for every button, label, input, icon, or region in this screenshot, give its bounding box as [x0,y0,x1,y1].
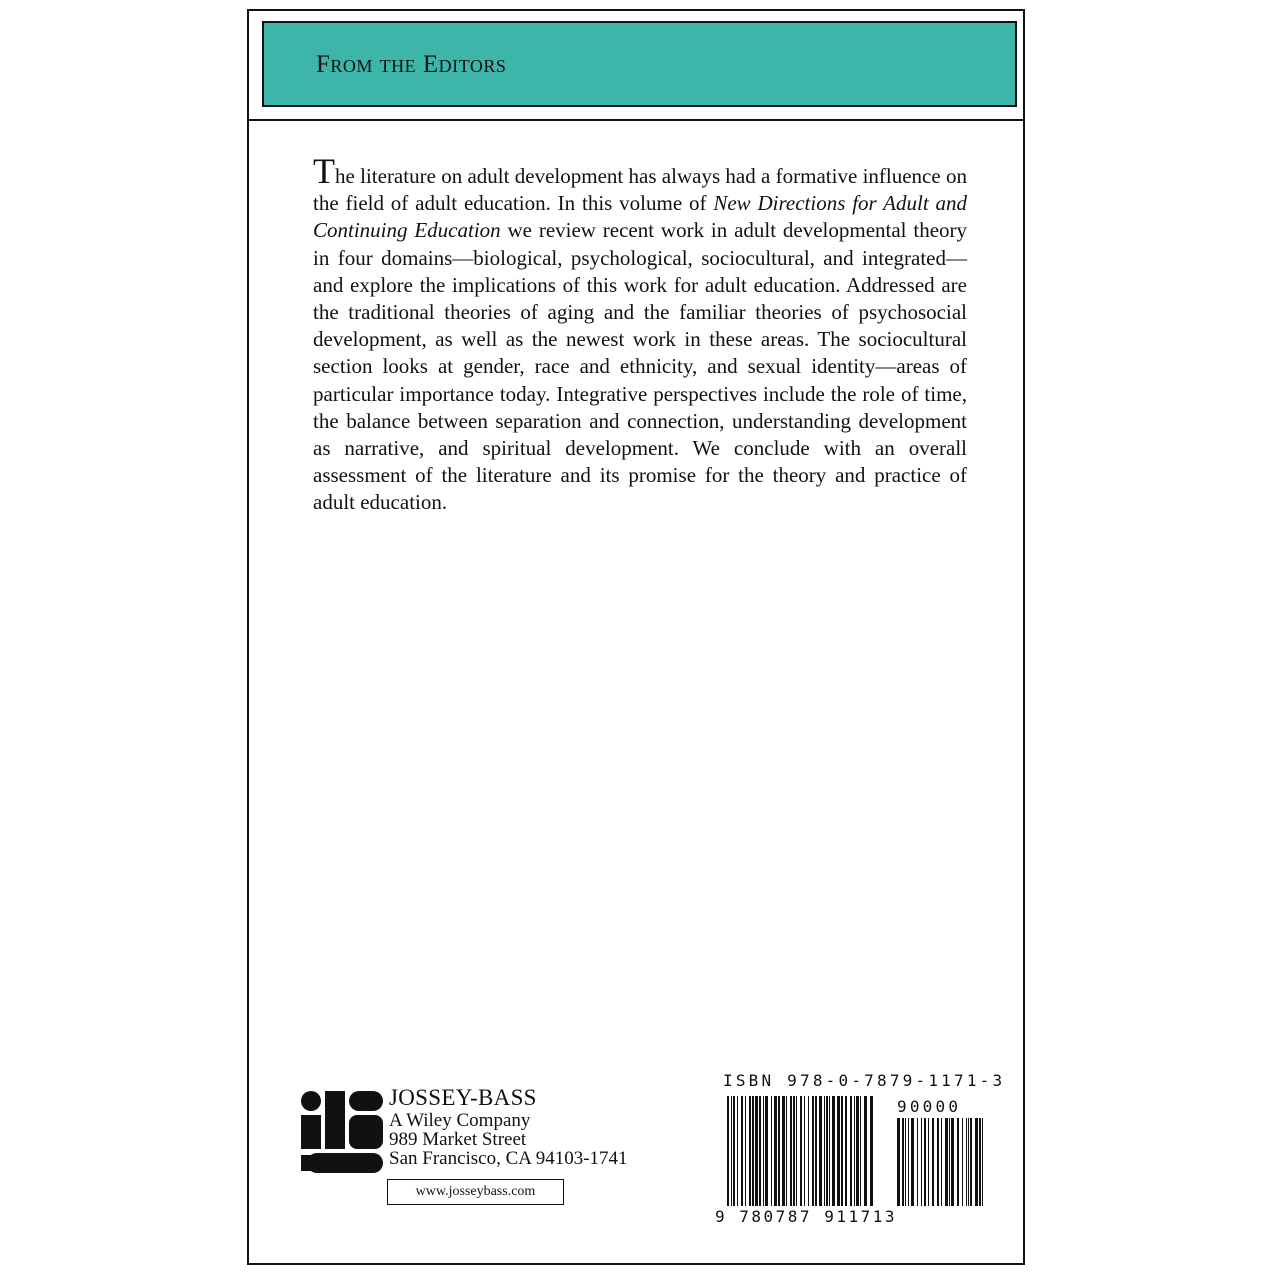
barcode-icon [725,1096,985,1206]
back-cover [247,9,1025,1265]
section-title: From the Editors [316,51,507,78]
publisher-line-1: A Wiley Company [389,1110,531,1131]
publisher-address [389,1085,628,1168]
publisher-line-2: 989 Market Street [389,1129,527,1150]
publisher-line-3: San Francisco, CA 94103-1741 [389,1148,628,1169]
isbn-label: ISBN 978-0-7879-1171-3 [723,1071,1006,1090]
barcode-digits: 9 780787 911713 [715,1207,897,1226]
addon-price-code: 90000 [897,1097,962,1116]
blurb-text-part1: he literature on adult development has always had a formative influence on the field of adult education. In this volume of [313,164,967,216]
publisher-url[interactable]: www.josseybass.com [387,1179,564,1205]
publisher-name: JOSSEY-BASS [389,1085,537,1110]
description-blurb [313,151,968,517]
series-title: New Directions for Adult and Continuing Education [313,191,967,243]
header-band [249,11,1023,121]
drop-cap: T [313,151,335,191]
header-box [262,21,1017,107]
jossey-bass-logo-icon [301,1091,383,1173]
blurb-text-part2: we review recent work in adult developmental theory in four domains—biological, psychological, sociocultural, and integrated—and explore the implications of this work for adult education. Addressed are the traditional theories of aging and the familiar theories of psychosocial development, as well as the newest work in these areas. The sociocultural section looks at gender, race and ethnicity, and sexual identity—areas of particular importance today. Integrative perspectives include the role of time, the balance between separation and connection, understanding development as narrative, and spiritual development. We conclude with an overall assessment of the literature and its promise for the theory and practice of adult education. [313,218,968,515]
